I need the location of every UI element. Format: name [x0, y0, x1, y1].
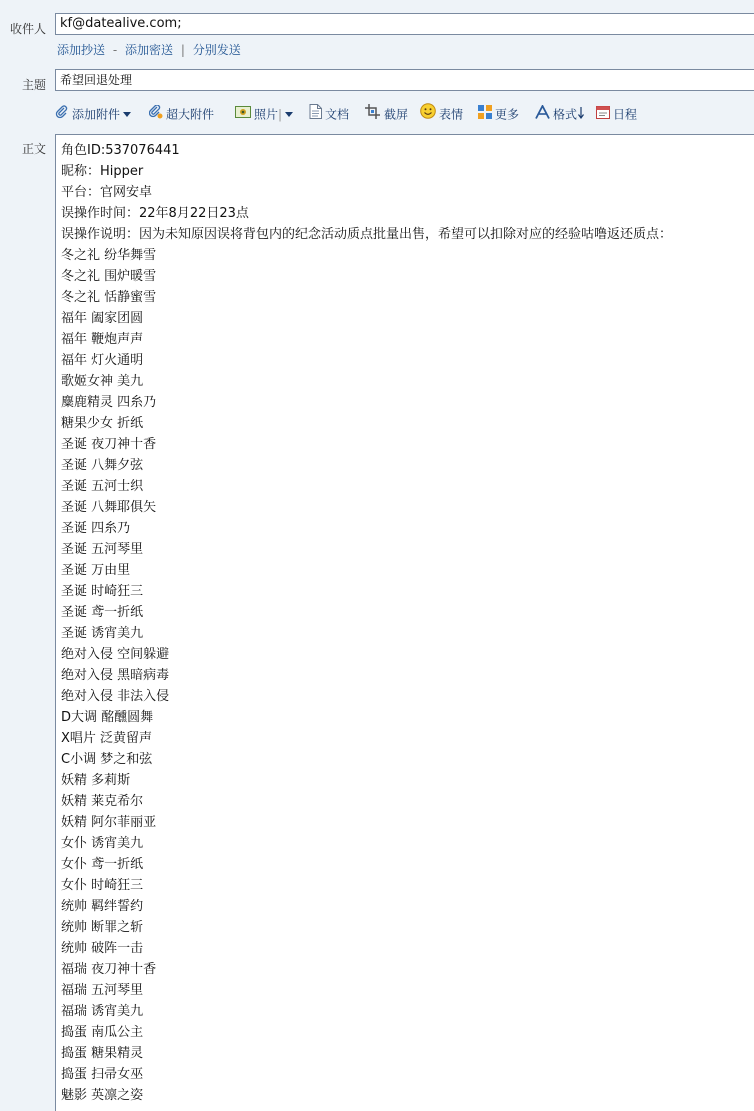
- format-label: 格式: [553, 107, 578, 122]
- body-line: 女仆 诱宵美九: [61, 836, 144, 851]
- body-line: 冬之礼 纷华舞雪: [61, 248, 157, 263]
- document-icon: [309, 104, 322, 126]
- attach-button[interactable]: [55, 103, 131, 125]
- body-line: 圣诞 八舞耶俱矢: [61, 500, 157, 515]
- document-button[interactable]: [309, 103, 349, 125]
- add-bcc-link[interactable]: 添加密送: [125, 43, 174, 57]
- body-line: 麋鹿精灵 四糸乃: [61, 395, 157, 410]
- photo-icon: [235, 104, 251, 126]
- paperclip-icon: [55, 104, 69, 126]
- photo-dropdown-icon[interactable]: [285, 112, 293, 117]
- body-line: 误操作说明：因为未知原因误将背包内的纪念活动质点批量出售，希望可以扣除对应的经验咕噜返还质点：: [61, 227, 673, 242]
- add-cc-link[interactable]: 添加抄送: [57, 43, 106, 57]
- emoji-button[interactable]: [420, 103, 463, 125]
- big-attach-label: 超大附件: [166, 107, 215, 122]
- compose-toolbar: [55, 103, 754, 125]
- body-line: 糖果少女 折纸: [61, 416, 144, 431]
- smiley-icon: [420, 103, 436, 126]
- cc-dash: -: [112, 43, 118, 57]
- body-line: 福年 阖家团圆: [61, 311, 144, 326]
- body-line: 圣诞 诱宵美九: [61, 626, 144, 641]
- body-line: 统帅 断罪之斩: [61, 920, 144, 935]
- screenshot-label: 截屏: [384, 107, 409, 122]
- font-a-icon: [535, 104, 550, 126]
- calendar-label: 日程: [613, 107, 638, 122]
- body-line: 圣诞 夜刀神十香: [61, 437, 157, 452]
- body-line: 魅影 英凛之姿: [61, 1088, 144, 1103]
- body-line: 捣蛋 扫帚女巫: [61, 1067, 144, 1082]
- body-line: 绝对入侵 空间躲避: [61, 647, 170, 662]
- body-editor[interactable]: [55, 134, 754, 1111]
- subject-label: 主题: [21, 78, 46, 92]
- subject-field[interactable]: 希望回退处理: [55, 69, 754, 91]
- body-line: 圣诞 万由里: [61, 563, 131, 578]
- more-button[interactable]: [478, 103, 519, 125]
- body-line: 捣蛋 糖果精灵: [61, 1046, 144, 1061]
- body-line: D大调 酩醺圆舞: [61, 710, 154, 725]
- body-line: 冬之礼 围炉暖雪: [61, 269, 157, 284]
- body-line: 福瑞 夜刀神十香: [61, 962, 157, 977]
- body-line: 福年 鞭炮声声: [61, 332, 144, 347]
- attach-dropdown-icon[interactable]: [123, 112, 131, 117]
- body-line: 绝对入侵 黑暗病毒: [61, 668, 170, 683]
- cc-links: [57, 41, 241, 58]
- format-button[interactable]: [535, 103, 587, 125]
- emoji-label: 表情: [439, 107, 464, 122]
- body-line: 女仆 时崎狂三: [61, 878, 144, 893]
- body-line: 冬之礼 恬静蜜雪: [61, 290, 157, 305]
- body-line: 绝对入侵 非法入侵: [61, 689, 170, 704]
- body-line: 妖精 多莉斯: [61, 773, 131, 788]
- body-line: 误操作时间：22年8月22日23点: [61, 206, 249, 221]
- body-line: 统帅 羁绊誓约: [61, 899, 144, 914]
- calendar-icon: [596, 104, 610, 126]
- calendar-button[interactable]: [596, 103, 637, 125]
- attach-label: 添加附件: [72, 107, 121, 122]
- body-label: 正文: [21, 142, 46, 156]
- screenshot-icon: [365, 104, 381, 126]
- body-line: 歌姬女神 美九: [61, 374, 144, 389]
- big-attach-button[interactable]: [149, 103, 214, 125]
- separate-send-link[interactable]: 分别发送: [192, 43, 241, 57]
- more-label: 更多: [495, 107, 520, 122]
- body-line: 女仆 鸢一折纸: [61, 857, 144, 872]
- body-line: 妖精 阿尔菲丽亚: [61, 815, 157, 830]
- body-text: [61, 140, 672, 1106]
- body-line: 福瑞 五河琴里: [61, 983, 144, 998]
- body-line: 捣蛋 南瓜公主: [61, 1025, 144, 1040]
- cc-bar: |: [180, 43, 185, 57]
- photo-button[interactable]: [235, 103, 293, 125]
- body-line: 统帅 破阵一击: [61, 941, 144, 956]
- screenshot-button[interactable]: [365, 103, 408, 125]
- body-line: 妖精 莱克希尔: [61, 794, 144, 809]
- body-line: 福瑞 诱宵美九: [61, 1004, 144, 1019]
- to-field[interactable]: kf@datealive.com;: [55, 13, 754, 35]
- body-line: 角色ID:537076441: [61, 143, 180, 158]
- photo-label: 照片: [254, 107, 279, 122]
- format-arrow-icon: [578, 104, 584, 126]
- photo-divider: |: [278, 107, 283, 122]
- body-line: 圣诞 时崎狂三: [61, 584, 144, 599]
- big-attachment-icon: [149, 104, 163, 126]
- body-line: 圣诞 五河琴里: [61, 542, 144, 557]
- body-line: 圣诞 五河士织: [61, 479, 144, 494]
- body-line: 昵称：Hipper: [61, 164, 144, 179]
- body-line: 平台：官网安卓: [61, 185, 153, 200]
- body-line: X唱片 泛黄留声: [61, 731, 153, 746]
- body-line: 圣诞 四糸乃: [61, 521, 131, 536]
- body-line: C小调 梦之和弦: [61, 752, 153, 767]
- grid-more-icon: [478, 104, 492, 126]
- document-label: 文档: [325, 107, 350, 122]
- body-line: 圣诞 鸢一折纸: [61, 605, 144, 620]
- body-line: 福年 灯火通明: [61, 353, 144, 368]
- to-label: 收件人: [9, 22, 46, 36]
- body-line: 圣诞 八舞夕弦: [61, 458, 144, 473]
